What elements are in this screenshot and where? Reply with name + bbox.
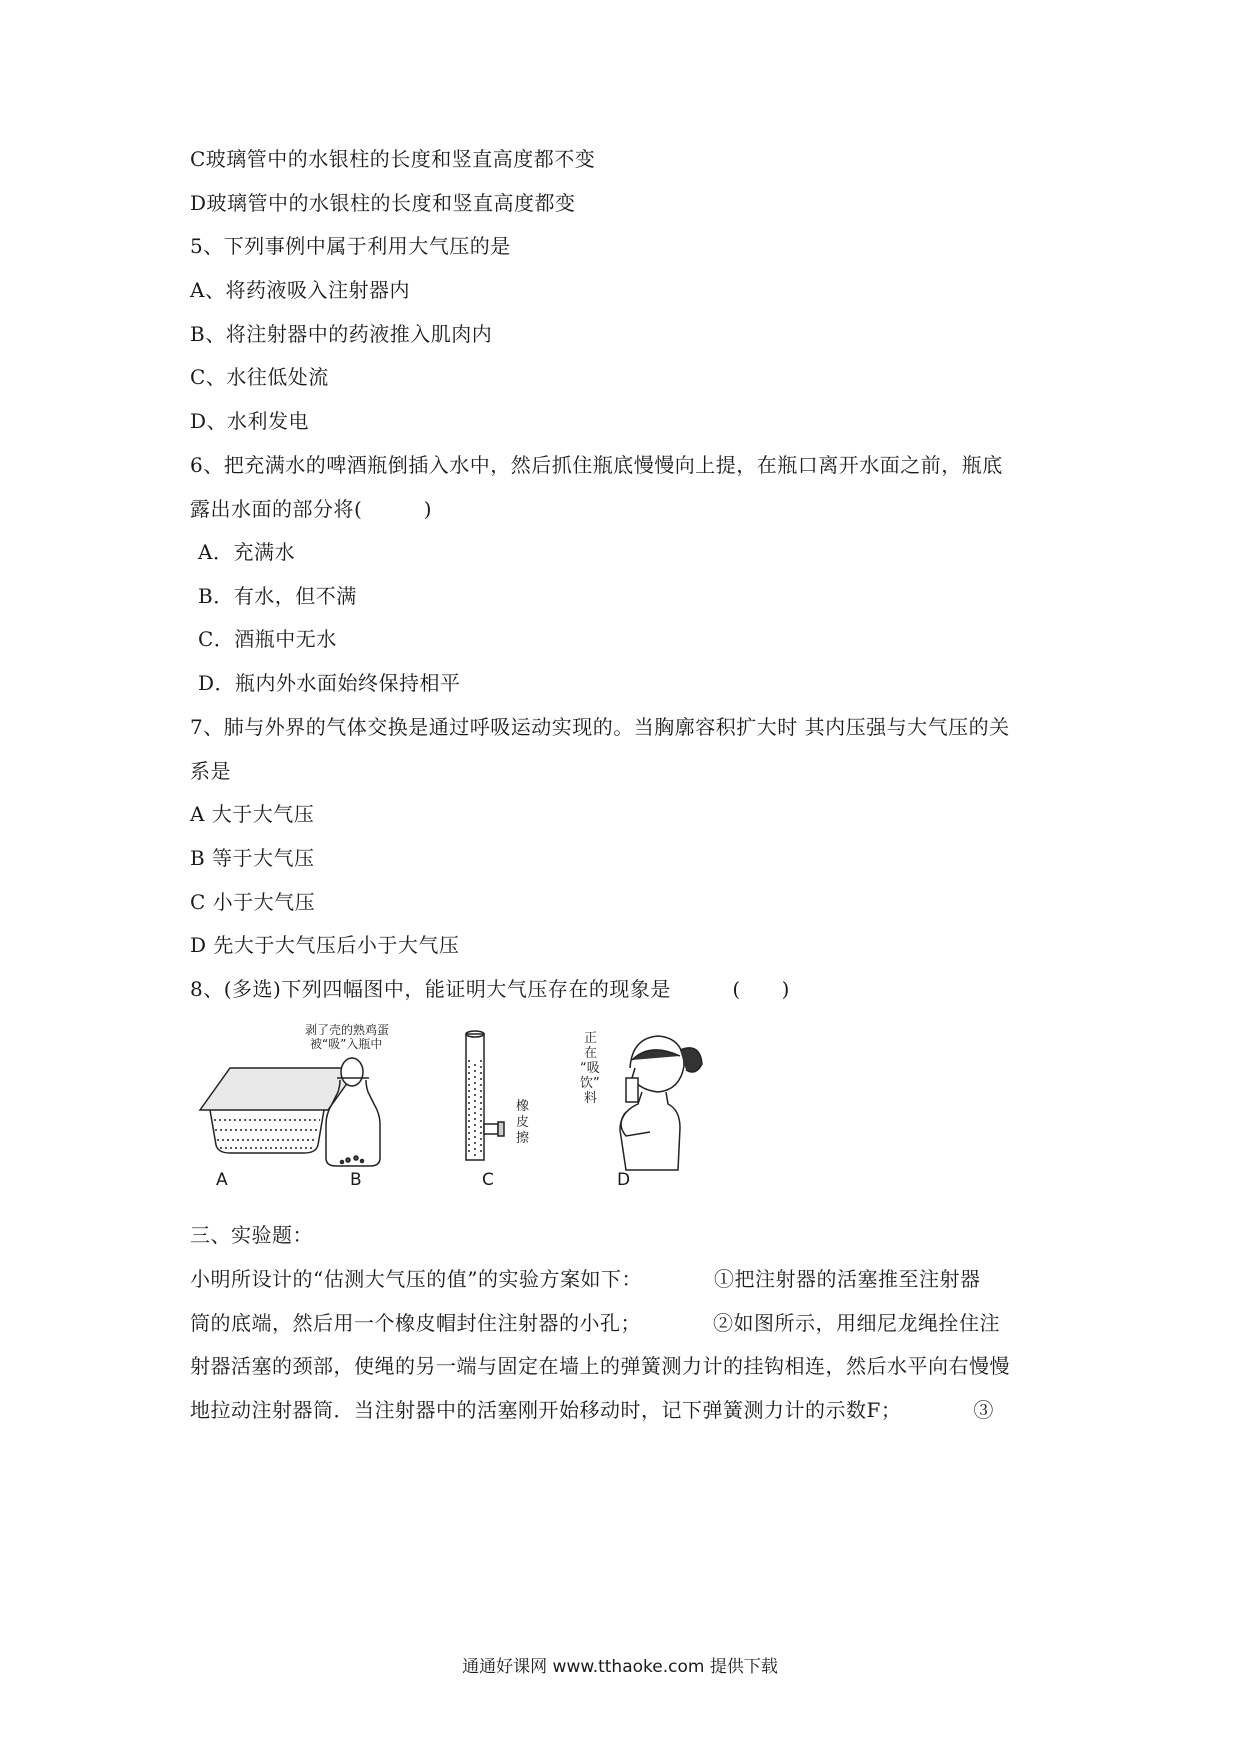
page-footer: 通通好课网 www.tthaoke.com 提供下载 [462,1657,778,1677]
figure-caption-c: C [482,1170,494,1190]
figure-a-cup-card [200,1068,358,1153]
experiment-line-2: 筒的底端，然后用一个橡皮帽封住注射器的小孔； ②如图所示，用细尼龙绳拴住注 [190,1311,1000,1335]
option-5c: C、水往低处流 [190,365,329,389]
option-7a: A 大于大气压 [190,802,315,826]
figure-c-label-1: 橡 [516,1099,530,1114]
question-6: 6、把充满水的啤酒瓶倒插入水中，然后抓住瓶底慢慢向上提，在瓶口离开水面之前，瓶底 [190,453,1003,477]
option-5a: A、将药液吸入注射器内 [190,278,410,302]
figure-d-label-5: 料 [584,1091,598,1106]
question-8-figure [180,1020,800,1195]
figure-b-label-line2: 被“吸”入瓶中 [310,1037,383,1051]
option-5b: B、将注射器中的药液推入肌肉内 [190,322,493,346]
option-5d: D、水利发电 [190,409,310,433]
figure-caption-a: A [216,1170,228,1190]
figure-caption-b: B [350,1170,362,1190]
figure-d-girl-drinking [580,1031,702,1170]
question-7: 7、肺与外界的气体交换是通过呼吸运动实现的。当胸廓容积扩大时 其内压强与大气压的关 [190,715,1010,739]
option-6c: C．酒瓶中无水 [198,627,337,651]
figure-d-label-1: 正 [584,1031,598,1046]
question-6-cont: 露出水面的部分将( ) [190,497,433,521]
figure-b-label-line1: 剥了壳的熟鸡蛋 [305,1023,390,1037]
experiment-line-1: 小明所设计的“估测大气压的值”的实验方案如下： ①把注射器的活塞推至注射器 [190,1267,981,1291]
figure-d-label-3: “吸 [580,1061,600,1076]
option-4c: C玻璃管中的水银柱的长度和竖直高度都不变 [190,147,596,171]
figure-d-label-4: 饮” [580,1076,600,1091]
option-6a: A．充满水 [198,540,295,564]
question-5: 5、下列事例中属于利用大气压的是 [190,234,511,258]
figure-caption-d: D [617,1170,631,1190]
option-7b: B 等于大气压 [190,846,315,870]
figure-d-label-2: 在 [584,1046,598,1061]
option-6d: D．瓶内外水面始终保持相平 [198,671,461,695]
question-7-cont: 系是 [190,759,231,783]
option-4d: D玻璃管中的水银柱的长度和竖直高度都变 [190,191,576,215]
figure-c-label-3: 擦 [516,1131,530,1146]
option-7c: C 小于大气压 [190,890,316,914]
section-3-heading: 三、实验题： [190,1223,313,1247]
option-7d: D 先大于大气压后小于大气压 [190,933,460,957]
figure-c-label-2: 皮 [516,1115,530,1130]
experiment-line-4: 地拉动注射器筒．当注射器中的活塞刚开始移动时，记下弹簧测力计的示数F； ③ [190,1398,994,1422]
option-6b: B．有水，但不满 [198,584,357,608]
experiment-line-3: 射器活塞的颈部，使绳的另一端与固定在墙上的弹簧测力计的挂钩相连，然后水平向右慢慢 [190,1354,1010,1378]
figure-c-tube-stopper [466,1031,529,1160]
question-8: 8、(多选)下列四幅图中，能证明大气压存在的现象是 ( ) [190,977,790,1001]
